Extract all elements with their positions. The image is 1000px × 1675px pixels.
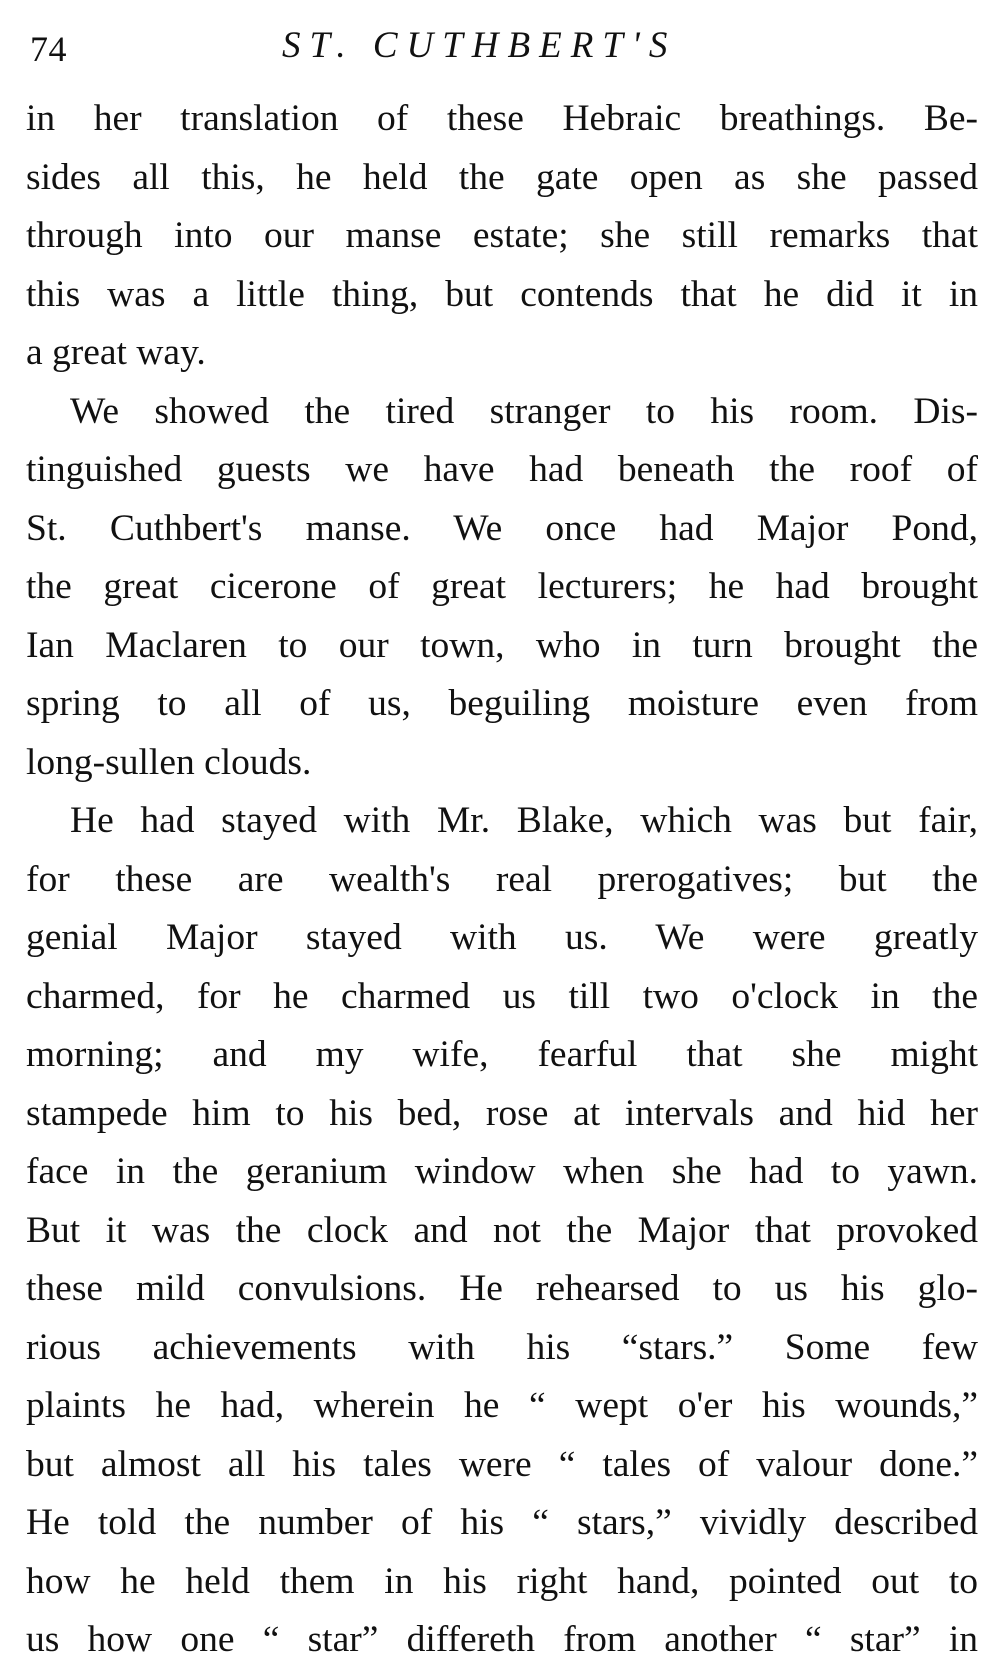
text-line: He told the number of his “ stars,” vividly described	[26, 1502, 978, 1543]
text-line: these mild convulsions. He rehearsed to us his glo-	[26, 1268, 978, 1309]
text-line: the great cicerone of great lecturers; he had brought	[26, 566, 978, 607]
text-line: tinguished guests we have had beneath the roof of	[26, 449, 978, 490]
page-header	[26, 18, 986, 70]
text-line: sides all this, he held the gate open as she passed	[26, 156, 978, 198]
running-head: ST. CUTHBERT'S	[282, 25, 677, 66]
text-line: Ian Maclaren to our town, who in turn brought the	[26, 624, 978, 666]
body-text	[26, 90, 978, 1670]
text-line: He had stayed with Mr. Blake, which was but fair,	[70, 800, 978, 841]
text-line: We showed the tired stranger to his room. Dis-	[70, 390, 978, 432]
text-line: in her translation of these Hebraic breathings. Be-	[26, 98, 978, 139]
text-line: face in the geranium window when she had to yawn.	[26, 1151, 978, 1192]
text-line: spring to all of us, beguiling moisture even from	[26, 683, 978, 724]
text-line: long-sullen clouds.	[26, 741, 312, 783]
text-line: stampede him to his bed, rose at intervals and hid her	[26, 1092, 978, 1134]
text-line: genial Major stayed with us. We were greatly	[26, 917, 978, 958]
text-line: this was a little thing, but contends that he did it in	[26, 273, 978, 315]
text-line: But it was the clock and not the Major that provoked	[26, 1209, 978, 1251]
page-number: 74	[30, 29, 67, 69]
text-line: rious achievements with his “stars.” Some few	[26, 1326, 978, 1368]
text-line: morning; and my wife, fearful that she might	[26, 1034, 978, 1075]
text-line: us how one “ star” differeth from another “ star” in	[26, 1619, 978, 1660]
text-line: a great way.	[26, 332, 206, 373]
text-line: but almost all his tales were “ tales of valour done.”	[26, 1443, 978, 1485]
text-line: St. Cuthbert's manse. We once had Major Pond,	[26, 507, 978, 549]
text-line: how he held them in his right hand, pointed out to	[26, 1560, 978, 1602]
text-line: plaints he had, wherein he “ wept o'er his wounds,”	[26, 1385, 978, 1426]
text-line: through into our manse estate; she still remarks that	[26, 215, 978, 256]
text-line: for these are wealth's real prerogatives; but the	[26, 858, 978, 900]
text-line: charmed, for he charmed us till two o'clock in the	[26, 975, 978, 1017]
